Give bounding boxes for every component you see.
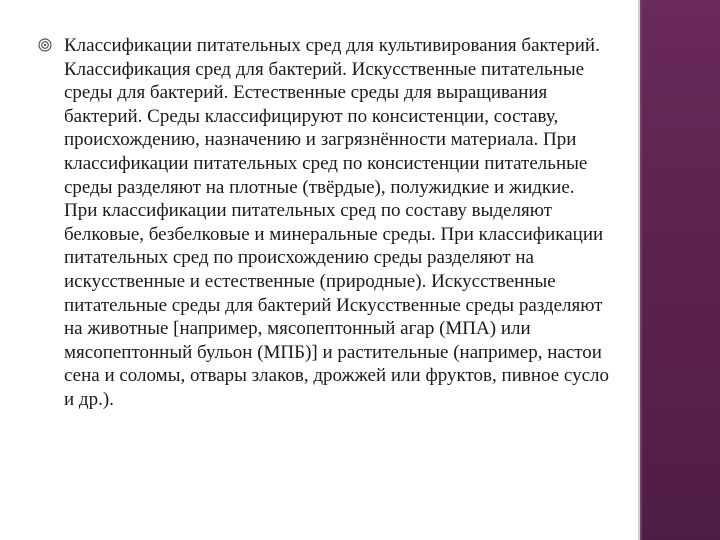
side-panel-decoration xyxy=(640,0,720,540)
bullet-text: Классификации питательных сред для культивирования бактерий. Классификация сред для бактерий. Искусственные питательные среды для бактерий. Естественные среды для выращивания бактерий. Среды классифицируют по консистенции, составу, происхождению, назначению и загрязнённости материала. При классификации питательных сред по консистенции питательные среды разделяют на плотные (твёрдые), полужидкие и жидкие. При классификации питательных сред по составу выделяют белковые, безбелковые и минеральные среды. При классификации питательных сред по происхождению среды разделяют на искусственные и естественные (природные). Искусственные питательные среды для бактерий Искусственные среды разделяют на животные [например, мясопептонный агар (МПА) или мясопептонный бульон (МПБ)] и растительные (например, настои сена и соломы, отвары злаков, дрожжей или фруктов, пивное сусло и др.). xyxy=(64,35,610,410)
target-bullet-icon xyxy=(38,38,52,52)
